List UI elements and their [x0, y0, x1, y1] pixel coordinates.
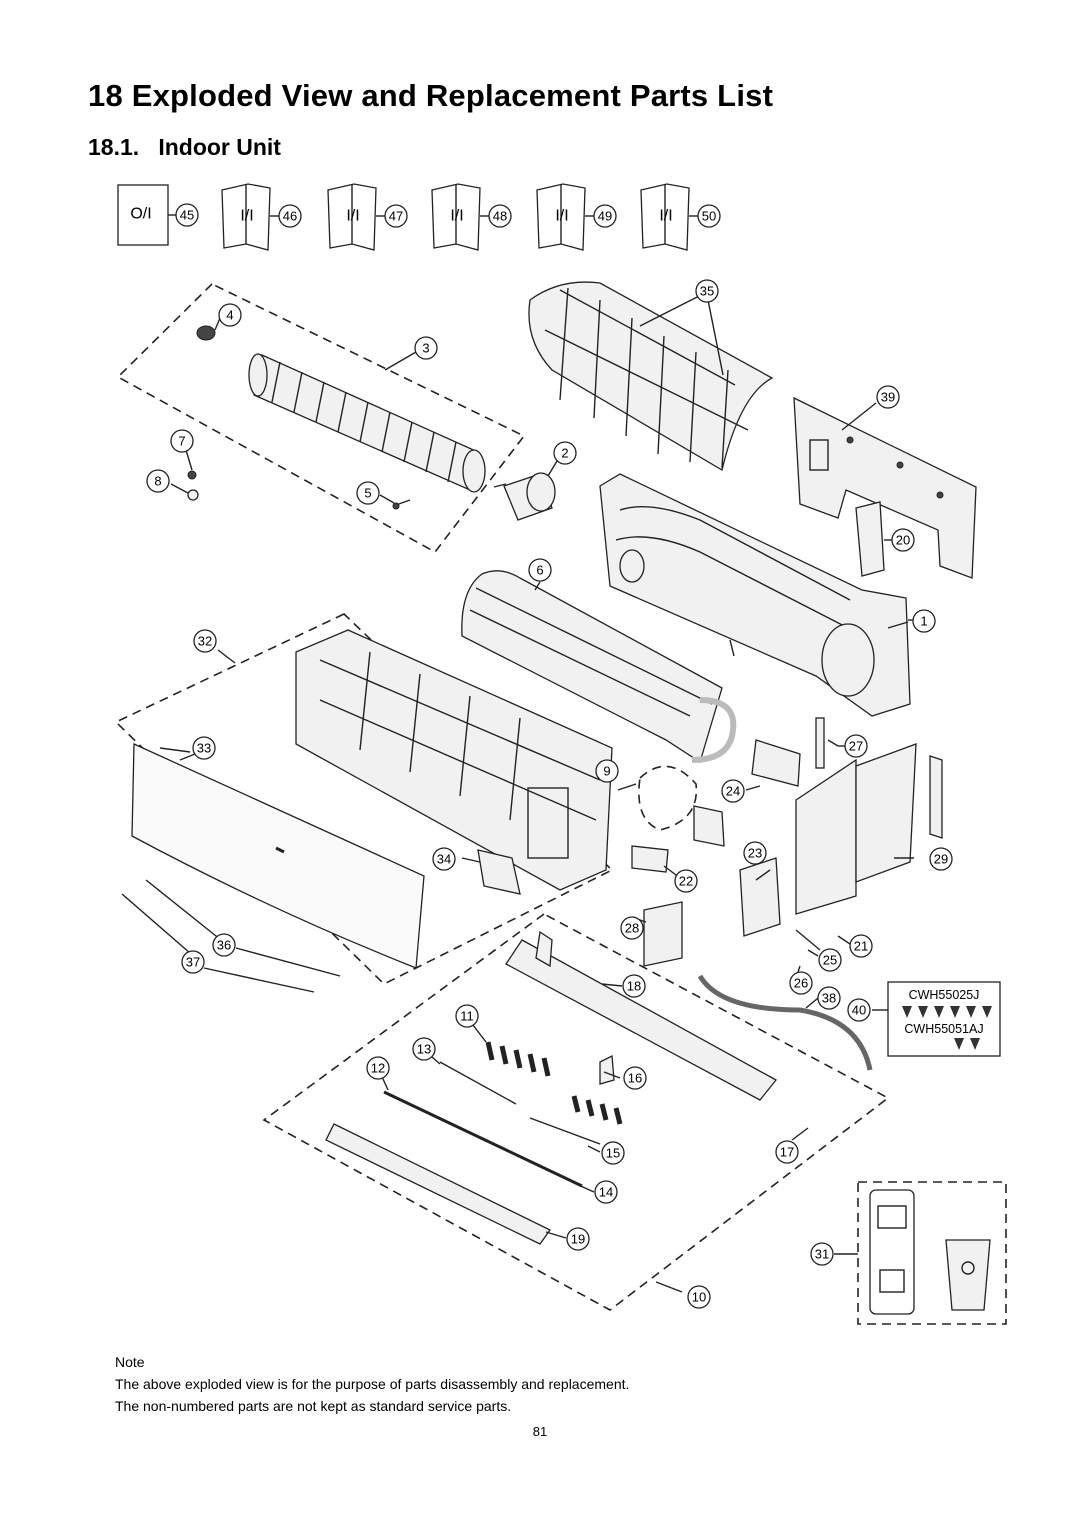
svg-text:20: 20	[895, 532, 911, 548]
installation-kit-box	[888, 982, 1000, 1056]
callout-4	[219, 304, 241, 326]
svg-text:18: 18	[626, 978, 642, 994]
section-title: 18 Exploded View and Replacement Parts List	[88, 78, 774, 113]
cross-flow-fan-part	[249, 354, 485, 492]
vane-parts	[384, 1042, 620, 1186]
callout-28	[621, 917, 643, 939]
callout-22	[675, 870, 697, 892]
callout-18	[623, 975, 645, 997]
callout-13	[413, 1038, 435, 1060]
installation-instructions-icon	[222, 184, 301, 250]
svg-text:28: 28	[624, 920, 640, 936]
callout-34	[433, 848, 455, 870]
note-line-2: The non-numbered parts are not kept as standard service parts.	[115, 1398, 512, 1414]
installation-instructions-icon	[537, 184, 616, 250]
operating-instructions-icon	[118, 185, 198, 245]
svg-text:31: 31	[814, 1246, 830, 1262]
callout-36	[213, 934, 235, 956]
callout-32	[194, 630, 216, 652]
svg-text:8: 8	[154, 473, 162, 489]
callout-46: 46	[282, 208, 298, 224]
svg-text:17: 17	[779, 1144, 795, 1160]
callout-50: 50	[701, 208, 717, 224]
svg-text:25: 25	[822, 952, 838, 968]
svg-text:11: 11	[460, 1008, 474, 1024]
svg-text:2: 2	[561, 445, 569, 461]
svg-text:9: 9	[603, 763, 611, 779]
svg-text:39: 39	[880, 389, 896, 405]
svg-text:12: 12	[370, 1060, 386, 1076]
installation-instructions-icon	[328, 184, 407, 250]
callout-35	[696, 280, 718, 302]
manual-label: I/I	[346, 207, 360, 225]
note-title: Note	[115, 1354, 145, 1370]
svg-text:6: 6	[536, 562, 544, 578]
callout-15	[602, 1142, 624, 1164]
svg-text:26: 26	[793, 975, 809, 991]
callout-33	[193, 737, 215, 759]
callout-27	[845, 735, 867, 757]
kit-a-label: CWH55025J	[908, 988, 980, 1002]
manual-row	[118, 184, 720, 250]
callout-40	[848, 999, 870, 1021]
callout-1	[913, 610, 935, 632]
svg-text:40: 40	[851, 1002, 867, 1018]
callout-3	[415, 337, 437, 359]
callout-19	[567, 1228, 589, 1250]
manual-label: I/I	[240, 207, 254, 225]
callout-5	[357, 482, 379, 504]
svg-text:21: 21	[853, 938, 869, 954]
callout-9	[596, 760, 618, 782]
callout-14	[595, 1181, 617, 1203]
svg-text:36: 36	[216, 937, 232, 953]
callout-37	[182, 951, 204, 973]
callout-16	[624, 1067, 646, 1089]
svg-text:37: 37	[185, 954, 201, 970]
callout-49: 49	[597, 208, 613, 224]
callout-17	[776, 1141, 798, 1163]
callout-48: 48	[492, 208, 508, 224]
manual-label: O/I	[130, 205, 152, 223]
callout-2	[554, 442, 576, 464]
svg-text:19: 19	[570, 1231, 586, 1247]
svg-text:10: 10	[691, 1289, 707, 1305]
svg-text:23: 23	[747, 845, 763, 861]
svg-text:24: 24	[725, 783, 741, 799]
callout-24	[722, 780, 744, 802]
installation-instructions-icon	[432, 184, 511, 250]
callout-7	[171, 430, 193, 452]
callout-6	[529, 559, 551, 581]
svg-text:7: 7	[178, 433, 186, 449]
installation-instructions-icon	[641, 184, 720, 250]
callout-20	[892, 529, 914, 551]
svg-text:33: 33	[196, 740, 212, 756]
manual-label: I/I	[659, 207, 673, 225]
fan-motor-part	[494, 461, 557, 520]
callout-10	[688, 1286, 710, 1308]
remote-control-part	[834, 1182, 1006, 1324]
svg-text:27: 27	[848, 738, 864, 754]
svg-text:38: 38	[821, 990, 837, 1006]
callout-23	[744, 842, 766, 864]
electronic-parts	[632, 718, 942, 966]
plate-bracket-part	[856, 502, 892, 576]
svg-text:15: 15	[605, 1145, 621, 1161]
svg-text:5: 5	[364, 485, 372, 501]
svg-text:32: 32	[197, 633, 213, 649]
fan-group	[118, 284, 524, 552]
installation-plate-part	[794, 398, 976, 578]
svg-text:16: 16	[627, 1070, 643, 1086]
callout-47: 47	[388, 208, 404, 224]
manual-label: I/I	[450, 207, 464, 225]
page-number: 81	[532, 1424, 548, 1439]
callout-31	[811, 1243, 833, 1265]
note-line-1: The above exploded view is for the purpose of parts disassembly and replacement.	[115, 1376, 630, 1392]
svg-text:1: 1	[920, 613, 928, 629]
callout-25	[819, 949, 841, 971]
kit-b-label: CWH55051AJ	[904, 1022, 984, 1036]
subsection-title: 18.1. Indoor Unit	[88, 134, 281, 160]
svg-text:4: 4	[226, 307, 234, 323]
callout-39	[877, 386, 899, 408]
callout-38	[818, 987, 840, 1009]
manual-label: I/I	[555, 207, 569, 225]
callout-29	[930, 848, 952, 870]
callout-8	[147, 470, 169, 492]
callout-12	[367, 1057, 389, 1079]
svg-text:34: 34	[436, 851, 452, 867]
svg-text:29: 29	[933, 851, 949, 867]
svg-text:14: 14	[598, 1184, 614, 1200]
bearing-part	[197, 326, 215, 340]
svg-text:22: 22	[678, 873, 694, 889]
svg-text:13: 13	[416, 1041, 432, 1057]
callout-45: 45	[179, 207, 195, 223]
note-block	[115, 1351, 629, 1417]
callout-26	[790, 972, 812, 994]
svg-text:3: 3	[422, 340, 430, 356]
svg-text:35: 35	[699, 283, 715, 299]
callout-21	[850, 935, 872, 957]
callout-11	[456, 1005, 478, 1027]
